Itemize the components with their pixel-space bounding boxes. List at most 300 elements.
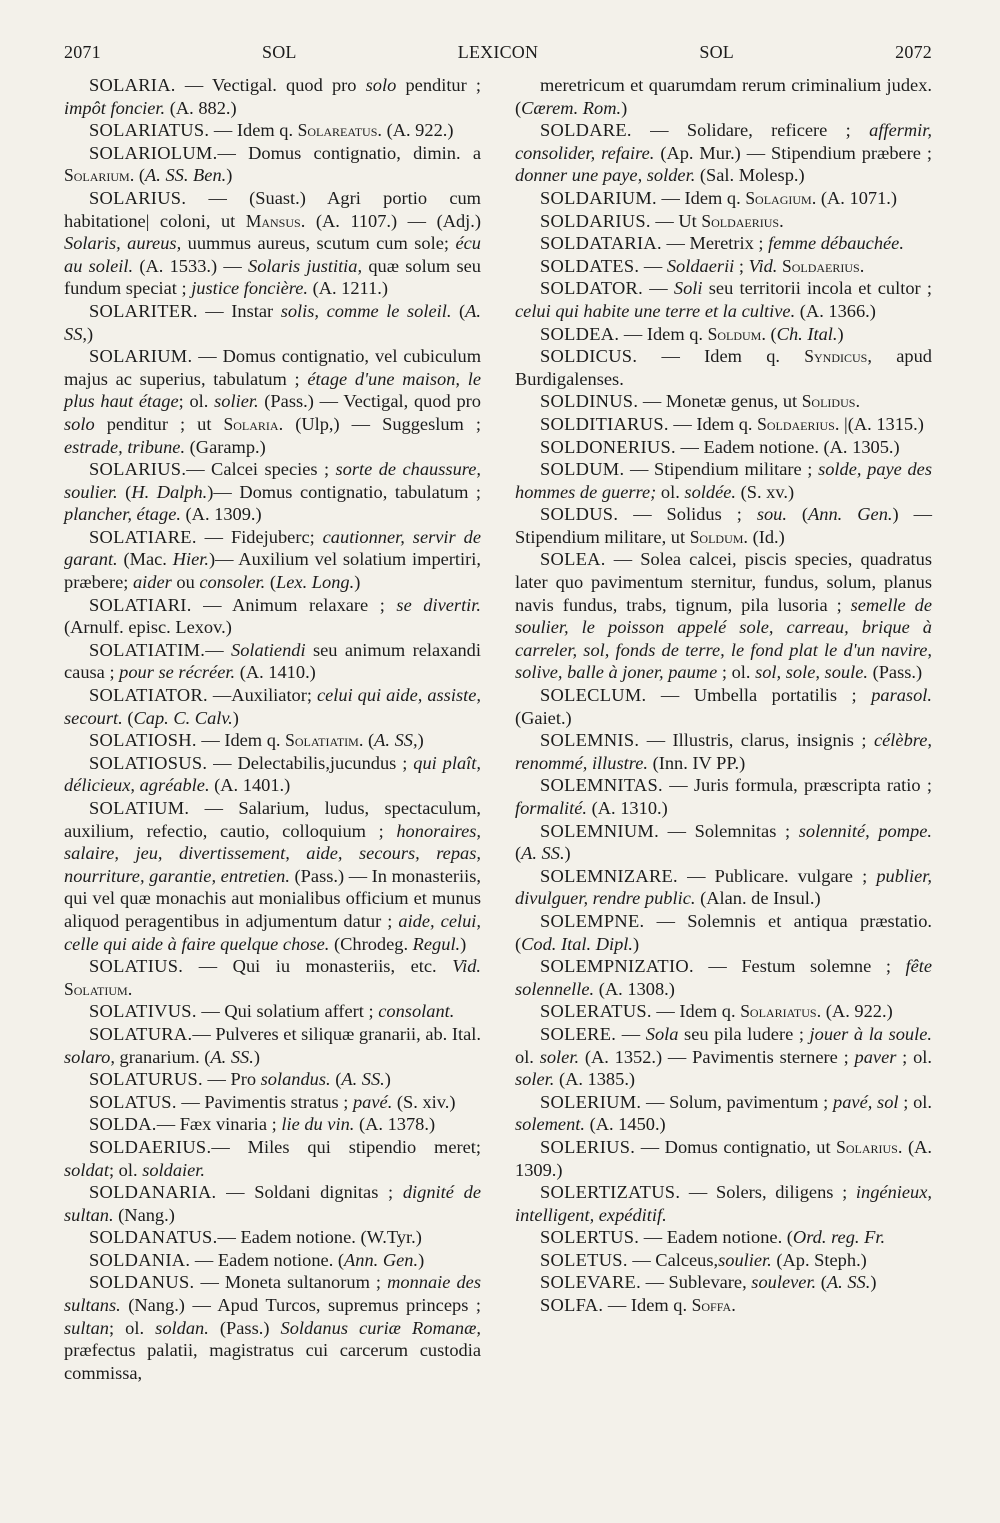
italic-gloss: Solaris, aureus, <box>64 233 182 254</box>
cross-reference: Soldaerius <box>757 413 835 434</box>
dictionary-entry <box>515 503 932 548</box>
italic-gloss: solaro, <box>64 1046 115 1067</box>
italic-gloss: sultan <box>64 1317 109 1338</box>
italic-gloss: aide, celui, celle qui aide à faire quelque chose. <box>64 910 481 954</box>
entry-text: (Ap. Steph.) <box>771 1249 867 1270</box>
entry-text: — Domus contignatio, vel cubiculum majus ac superius, tabulatum ; <box>64 346 481 389</box>
entry-text: ; ol. <box>108 1317 156 1338</box>
entry-text: — Miles qui stipendio meret; <box>211 1136 481 1157</box>
entry-text: — Idem q. <box>196 730 286 751</box>
cross-reference: Solariatus <box>740 1001 817 1022</box>
dictionary-entry <box>515 210 932 233</box>
entry-headword: SOLARIUM. <box>89 346 193 367</box>
italic-gloss: pour se récréer. <box>119 662 236 683</box>
italic-gloss: écu au soleil. <box>64 233 481 276</box>
dictionary-entry <box>515 820 932 865</box>
italic-gloss: celui qui habite une terre et la cultive. <box>515 300 796 321</box>
dictionary-entry <box>515 323 932 346</box>
cross-reference: Solareatus <box>297 120 378 141</box>
italic-gloss: Lex. Long. <box>276 572 355 593</box>
entry-headword: SOLATIOSH. <box>89 730 197 751</box>
italic-gloss: A. SS, <box>374 730 418 751</box>
italic-gloss: Hier. <box>172 549 209 570</box>
italic-gloss: Vid. <box>452 956 481 977</box>
entry-text: ) <box>232 707 239 728</box>
entry-headword: SOLEMNIZARE. <box>540 865 678 886</box>
entry-text: ( <box>786 504 809 525</box>
italic-gloss: soldaier. <box>142 1159 206 1180</box>
entry-text: penditur ; ut <box>94 413 224 434</box>
italic-gloss: solandus. <box>260 1069 331 1090</box>
italic-gloss: Cap. C. Calv. <box>133 707 233 728</box>
entry-headword: SOLARIATUS. <box>89 120 210 141</box>
entry-headword: SOLFA. <box>540 1295 604 1316</box>
cross-reference: Solarium <box>64 165 130 186</box>
entry-headword: SOLARIUS. <box>89 187 187 208</box>
entry-text: (A. 1450.) <box>584 1114 666 1135</box>
italic-gloss: Ann. Gen. <box>344 1249 419 1270</box>
entry-text: (Pass.) <box>867 662 923 683</box>
italic-gloss: A. SS. <box>826 1272 871 1293</box>
italic-gloss: semelle de soulier, le poisson appelé sole, carreau, brique à carreler, sol, fonds de terre, le fond plat le d'un navire, solive, balle à joner, paume <box>515 594 932 683</box>
entry-text: ; ol. <box>108 1159 143 1180</box>
dictionary-entry <box>64 1113 481 1136</box>
entry-text: — Pavimentis stratus ; <box>176 1091 353 1112</box>
entry-text: (Sal. Molesp.) <box>695 165 805 186</box>
dictionary-entry <box>64 1136 481 1181</box>
dictionary-entry <box>64 955 481 1000</box>
entry-text: — (Suast.) Agri portio cum habitatione| coloni, ut <box>64 187 481 231</box>
entry-text: — Solidus ; <box>618 504 757 525</box>
entry-text: — Soldani dignitas ; <box>216 1182 403 1203</box>
entry-text: — Vectigal. quod pro <box>175 75 366 95</box>
italic-gloss: A. SS. <box>521 843 565 864</box>
entry-text: — Domus contignatio, ut <box>635 1136 837 1157</box>
entry-text: (Pass.) — In monasteriis, qui vel quæ monachis aut monialibus officium et munus aliquod peragentibus in adjumentum datur ; <box>64 865 481 931</box>
entry-headword: SOLDITIARUS. <box>540 413 669 434</box>
italic-gloss: Solatiendi <box>231 639 306 660</box>
entry-headword: SOLDONERIUS. <box>540 436 676 457</box>
entry-text: (Garamp.) <box>185 436 266 457</box>
entry-headword: SOLDEA. <box>540 323 620 344</box>
entry-headword: SOLERIUM. <box>540 1091 642 1112</box>
entry-text: — Animum relaxare ; <box>191 594 397 615</box>
italic-gloss: donner une paye, solder. <box>515 165 696 186</box>
cross-reference: Soldum <box>689 526 744 547</box>
entry-text: ( <box>816 1272 827 1293</box>
entry-headword: SOLEA. <box>540 549 606 570</box>
entry-headword: SOLARIUS. <box>89 459 187 480</box>
italic-gloss: monnaie des sultans. <box>64 1272 481 1316</box>
italic-gloss: Cod. Ital. Dipl. <box>521 933 634 954</box>
right-column <box>515 74 932 1384</box>
entry-headword: SOLDATARIA. <box>540 233 662 254</box>
entry-text: (Pass.) <box>208 1317 281 1338</box>
entry-headword: SOLATIUS. <box>89 956 184 977</box>
italic-gloss: lie du vin. <box>281 1114 355 1135</box>
italic-gloss: A. SS. Ben. <box>145 165 227 186</box>
dictionary-entry <box>515 1226 932 1249</box>
dictionary-entry <box>515 1023 932 1091</box>
entry-text: . (A. 922.) <box>816 1001 893 1022</box>
dictionary-entry <box>515 729 932 774</box>
dictionary-entry <box>64 1000 481 1023</box>
entry-text: — Eadem notione. (A. 1305.) <box>675 436 900 457</box>
entry-headword: SOLEVARE. <box>540 1272 641 1293</box>
italic-gloss: jouer à la soule. <box>809 1023 932 1044</box>
entry-text: ; ol. <box>178 391 215 412</box>
entry-text: — Idem q. <box>209 120 298 141</box>
entry-text: ; ol. <box>717 662 756 683</box>
cross-reference: Solaria <box>223 413 279 434</box>
entry-text: (A. 882.) <box>165 97 237 118</box>
entry-headword: SOLATIARI. <box>89 594 192 615</box>
entry-text: — Umbella portatilis ; <box>646 685 872 706</box>
entry-headword: SOLDUS. <box>540 504 619 525</box>
entry-text: — Calcei species ; <box>186 459 336 480</box>
italic-gloss: célèbre, renommé, illustre. <box>515 730 932 773</box>
entry-headword: SOLATIVUS. <box>89 1001 197 1022</box>
entry-text: — Festum solemne ; <box>693 956 906 977</box>
entry-headword: SOLEMPNIZATIO. <box>540 956 694 977</box>
cross-reference: Mansus <box>245 210 301 231</box>
entry-text: . <box>779 210 784 231</box>
entry-headword: SOLERIUS. <box>540 1136 636 1157</box>
entry-text: (A. 1310.) <box>587 798 668 818</box>
italic-gloss: estrade, tribune. <box>64 436 186 457</box>
dictionary-entry <box>515 255 932 278</box>
entry-text: — Idem q. <box>656 187 746 208</box>
cross-reference: Solidus <box>801 391 856 412</box>
entry-text: — Idem q. <box>603 1295 692 1316</box>
dictionary-entry <box>515 1249 932 1272</box>
entry-text: (A. 1211.) <box>307 278 388 299</box>
entry-text: — Ut <box>650 210 702 231</box>
entry-text: . (Id.) <box>743 526 785 547</box>
entry-text: ol. <box>515 1046 540 1067</box>
italic-gloss: affermir, consolider, refaire. <box>515 120 932 163</box>
dictionary-entry <box>64 345 481 458</box>
italic-gloss: soldan. <box>155 1317 209 1338</box>
entry-text: )— Domus contignatio, tabulatum ; <box>207 481 482 502</box>
entry-text: (A. 1533.) — <box>133 255 249 276</box>
entry-text: (A. 1378.) <box>354 1114 436 1135</box>
italic-gloss: Solaris justitia, <box>248 255 363 276</box>
italic-gloss: Vid. <box>748 255 778 276</box>
dictionary-entry <box>64 1181 481 1226</box>
cross-reference: Soldaerius <box>701 210 780 231</box>
entry-text: . <box>859 255 865 276</box>
dictionary-entry <box>515 1136 932 1181</box>
entry-text: (Gaiet.) <box>515 707 572 728</box>
dictionary-entry <box>64 142 481 187</box>
entry-text: — <box>643 278 674 299</box>
dictionary-entry <box>515 865 932 910</box>
dictionary-entry <box>515 436 932 459</box>
italic-gloss: solennité, pompe. <box>798 820 932 841</box>
entry-text: — Solemnis et antiqua præstatio. ( <box>515 910 932 954</box>
entry-text: (S. xiv.) <box>392 1091 456 1112</box>
entry-text: (Mac. <box>117 549 173 570</box>
entry-text: ( <box>265 572 277 593</box>
entry-headword: SOLDINUS. <box>540 391 639 412</box>
entry-headword: SOLDANIA. <box>89 1249 191 1270</box>
entry-text: — Domus contignatio, dimin. a <box>217 142 481 163</box>
entry-headword: SOLDICUS. <box>540 346 638 367</box>
entry-text: (A. 1385.) <box>554 1069 636 1090</box>
cross-reference: Soffa <box>691 1295 732 1316</box>
entry-headword: SOLATIATOR. <box>89 685 208 706</box>
dictionary-entry <box>515 1271 932 1294</box>
entry-text: ) <box>870 1272 877 1293</box>
italic-gloss: se divertir. <box>396 594 482 615</box>
entry-text: ) <box>621 97 628 118</box>
entry-text: . ( <box>761 323 777 344</box>
running-header <box>64 42 932 72</box>
italic-gloss: solis, comme le soleil. <box>280 300 452 321</box>
italic-gloss: A. SS. <box>210 1046 254 1067</box>
entry-text: . <box>855 391 861 412</box>
entry-headword: SOLEMNIUM. <box>540 820 659 841</box>
italic-gloss: dignité de sultan. <box>64 1182 481 1225</box>
entry-text: ) <box>417 730 424 751</box>
entry-text: — Solea calcei, piscis species, quadratus later quo pavimentum sternitur, fundus, solum, planus navis fundus, trabs, tignum, pila lusoria ; <box>515 549 932 615</box>
entry-text: — Fidejuberc; <box>196 526 323 547</box>
italic-gloss: Ann. Gen. <box>808 504 893 525</box>
entry-text: ) <box>564 843 571 864</box>
entry-headword: SOLDAERIUS. <box>89 1136 212 1157</box>
italic-gloss: impôt foncier. <box>64 97 166 118</box>
entry-headword: SOLATIUM. <box>89 798 190 818</box>
entry-text: — Publicare. vulgare ; <box>677 865 877 886</box>
entry-text: — Eadem notione. ( <box>190 1249 345 1270</box>
entry-headword: SOLERE. <box>540 1023 617 1044</box>
italic-gloss: justice foncière. <box>191 278 308 299</box>
entry-headword: SOLEMNIS. <box>540 730 640 751</box>
italic-gloss: Ch. Ital. <box>776 323 838 344</box>
italic-gloss: ingénieux, intelligent, expéditif. <box>515 1182 932 1225</box>
dictionary-entry <box>64 526 481 594</box>
cross-reference: Solarius <box>836 1136 898 1157</box>
entry-text: — Calceus, <box>627 1249 719 1270</box>
entry-text: — Delectabilis,jucundus ; <box>207 752 414 773</box>
dictionary-entry <box>515 232 932 255</box>
entry-text: — Solum, pavimentum ; <box>641 1091 834 1112</box>
entry-text: (Nang.) <box>113 1204 175 1225</box>
dictionary-entry <box>64 1249 481 1272</box>
entry-headword: SOLERTIZATUS. <box>540 1182 681 1203</box>
entry-text: —Auxiliator; <box>207 685 317 706</box>
entry-text: — Instar <box>197 300 281 321</box>
entry-text: (Arnulf. episc. Lexov.) <box>64 617 232 638</box>
dictionary-entry <box>64 1091 481 1114</box>
entry-text: — Solemnitas ; <box>658 820 799 841</box>
dictionary-entry <box>64 119 481 142</box>
italic-gloss: soldat <box>64 1159 109 1180</box>
entry-headword: SOLARIOLUM. <box>89 142 218 163</box>
entry-headword: SOLDANATUS. <box>89 1227 218 1248</box>
italic-gloss: solde, paye des hommes de guerre; <box>515 459 932 502</box>
entry-text: ) <box>87 323 94 344</box>
right-page-number: 2072 <box>895 42 932 62</box>
cross-reference: Solatium <box>64 978 128 999</box>
italic-gloss: formalité. <box>515 798 588 818</box>
entry-text: — <box>616 1023 646 1044</box>
entry-text: penditur ; <box>396 75 481 95</box>
dictionary-entry <box>64 300 481 345</box>
italic-gloss: sou. <box>756 504 787 525</box>
entry-text: . (A. 1309.) <box>515 1136 932 1180</box>
entry-text: — Pulveres et siliquæ granarii, ab. Ital. <box>192 1023 481 1044</box>
italic-gloss: qui plaît, délicieux, agréable. <box>64 752 481 796</box>
entry-headword: SOLDATES. <box>540 255 640 276</box>
entry-text: (Chrodeg. <box>329 933 413 954</box>
italic-gloss: solier. <box>214 391 259 412</box>
entry-text: — Sublevare, <box>640 1272 752 1293</box>
entry-headword: SOLATURUS. <box>89 1069 203 1090</box>
italic-gloss: Soli <box>673 278 703 299</box>
entry-text: — Moneta sultanorum ; <box>194 1272 388 1293</box>
dictionary-entry <box>515 1181 932 1226</box>
entry-headword: SOLATUS. <box>89 1091 177 1112</box>
entry-text: — Fæx vinaria ; <box>156 1114 282 1135</box>
dictionary-entry <box>515 345 932 390</box>
left-column <box>64 74 481 1384</box>
dictionary-entry <box>515 187 932 210</box>
entry-text: — Eadem notione. (W.Tyr.) <box>217 1227 422 1248</box>
entry-headword: SOLEMPNE. <box>540 910 645 931</box>
center-title: LEXICON <box>457 42 539 62</box>
cross-reference: Syndicus <box>804 346 868 367</box>
entry-text: ) <box>354 572 361 593</box>
italic-gloss: Regul. <box>412 933 461 954</box>
italic-gloss: parasol. <box>871 685 932 706</box>
dictionary-entry <box>515 413 932 436</box>
entry-text: meretricum et quarumdam rerum criminalium judex. ( <box>515 75 932 118</box>
entry-text: ( <box>451 300 466 321</box>
italic-gloss: soler. <box>515 1069 555 1090</box>
dictionary-entry <box>64 1271 481 1384</box>
entry-text: . ( <box>358 730 375 751</box>
entry-text: — Idem q. <box>619 323 708 344</box>
cross-reference: Soldaerius <box>782 255 860 276</box>
entry-text: — Salarium, ludus, spectaculum, auxilium, refectio, cautio, colloquium ; <box>64 798 481 841</box>
dictionary-entry <box>515 277 932 322</box>
dictionary-entry <box>64 1023 481 1068</box>
dictionary-entry <box>515 1294 932 1317</box>
entry-text: ) <box>837 323 844 344</box>
entry-text: seu animum relaxandi causa ; <box>64 639 481 683</box>
italic-gloss: fête solennelle. <box>515 956 932 999</box>
entry-text: ( <box>122 707 134 728</box>
entry-headword: SOLETUS. <box>540 1249 628 1270</box>
entry-text: . <box>731 1295 736 1316</box>
dictionary-entry <box>64 1068 481 1091</box>
entry-headword: SOLATIOSUS. <box>89 752 208 773</box>
entry-text: quæ solum seu fundum speciat ; <box>64 255 481 299</box>
entry-headword: SOLDARIUM. <box>540 187 657 208</box>
entry-text: — Qui solatium affert ; <box>196 1001 379 1022</box>
entry-headword: SOLDANUS. <box>89 1272 195 1293</box>
italic-gloss: celui qui aide, assiste, secourt. <box>64 685 481 728</box>
entry-headword: SOLDANARIA. <box>89 1182 217 1203</box>
entry-text: — Solers, diligens ; <box>680 1182 856 1203</box>
dictionary-entry <box>515 119 932 187</box>
entry-headword: SOLEMNITAS. <box>540 775 663 796</box>
entry-text: )— Auxilium vel solatium impertiri, præbere; <box>64 549 481 593</box>
entry-headword: SOLDARE. <box>540 120 632 141</box>
entry-text: ) <box>633 933 640 954</box>
entry-text: (A. 1308.) <box>594 978 675 999</box>
italic-gloss: publier, divulguer, rendre public. <box>515 865 932 909</box>
dictionary-entry <box>515 74 932 119</box>
entry-headword: SOLERATUS. <box>540 1001 652 1022</box>
entry-text: granarium. ( <box>114 1046 211 1067</box>
entry-text: ( <box>117 481 132 502</box>
right-running-head: SOL <box>699 42 734 62</box>
entry-text: (Inn. IV PP.) <box>647 752 746 773</box>
italic-gloss: soldée. <box>684 481 736 502</box>
entry-text: — Eadem notione. ( <box>639 1227 793 1248</box>
italic-gloss: plancher, étage. <box>64 504 181 525</box>
entry-text: ; ol. <box>898 1091 932 1112</box>
italic-gloss: cautionner, servir de garant. <box>64 526 481 570</box>
entry-text: . (Ulp,) — Suggeslum ; <box>278 413 481 434</box>
entry-headword: SOLECLUM. <box>540 685 647 706</box>
entry-text: (A. 1410.) <box>235 662 316 683</box>
entry-text: — Monetæ genus, ut <box>638 391 802 412</box>
entry-text: (A. 1309.) <box>180 504 262 525</box>
entry-text: (Nang.) — Apud Turcos, supremus princeps ; <box>120 1295 481 1316</box>
entry-headword: SOLATURA. <box>89 1023 193 1044</box>
entry-headword: SOLDA. <box>89 1114 157 1135</box>
italic-gloss: consoler. <box>199 572 266 593</box>
entry-text: . <box>127 978 133 999</box>
entry-text: (Pass.) — Vectigal, quod pro <box>258 391 481 412</box>
entry-text: . (A. 1107.) — (Adj.) <box>300 210 481 231</box>
entry-text: ) <box>226 165 233 186</box>
entry-text: (Alan. de Insul.) <box>695 888 821 909</box>
entry-text: — Stipendium militare ; <box>624 459 819 480</box>
dictionary-entry <box>515 548 932 684</box>
italic-gloss: A. SS. <box>341 1069 385 1090</box>
dictionary-entry <box>64 797 481 955</box>
italic-gloss: paver <box>854 1046 897 1067</box>
entry-headword: SOLATIARE. <box>89 526 197 547</box>
dictionary-entry <box>515 774 932 819</box>
dictionary-entry <box>515 390 932 413</box>
italic-gloss: soulier. <box>718 1249 772 1270</box>
dictionary-entry <box>64 594 481 639</box>
italic-gloss: solo <box>64 413 95 434</box>
dictionary-entry <box>64 729 481 752</box>
entry-text: ; ol. <box>896 1046 932 1067</box>
dictionary-entry <box>64 458 481 526</box>
italic-gloss: H. Dalph. <box>131 481 208 502</box>
dictionary-entry <box>64 187 481 300</box>
entry-headword: SOLDATOR. <box>540 278 644 299</box>
entry-text: seu pila ludere ; <box>678 1023 810 1044</box>
italic-gloss: pavé, sol <box>833 1091 899 1112</box>
entry-headword: SOLARITER. <box>89 300 198 321</box>
entry-headword: SOLDUM. <box>540 459 625 480</box>
dictionary-entry <box>515 955 932 1000</box>
italic-gloss: Ord. reg. Fr. <box>792 1227 886 1248</box>
italic-gloss: honoraires, salaire, jeu, divertissement, aide, secours, repas, nourriture, garantie, entretien. <box>64 820 481 886</box>
italic-gloss: Cærem. Rom. <box>521 97 622 118</box>
italic-gloss: sorte de chaussure, soulier. <box>64 459 481 502</box>
italic-gloss: femme débauchée. <box>768 233 904 254</box>
